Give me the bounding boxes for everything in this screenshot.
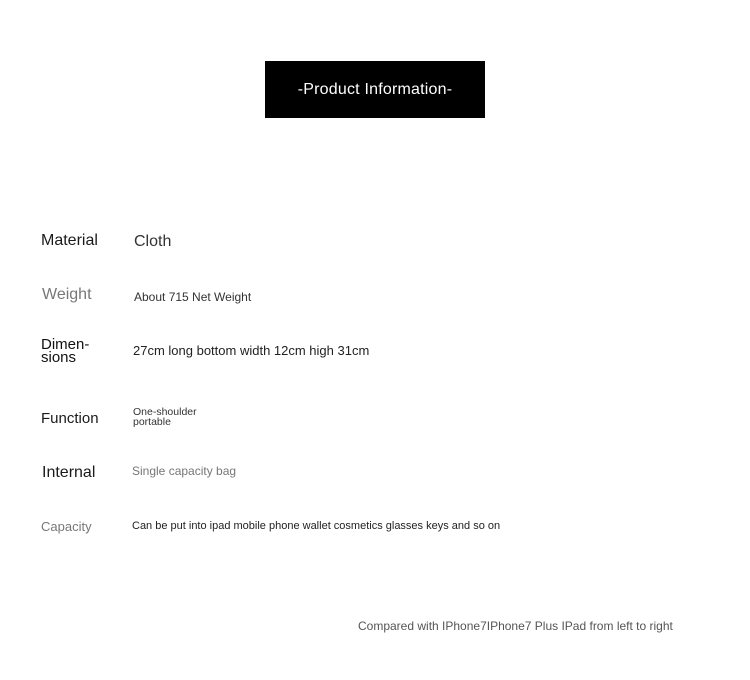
section-title: -Product Information-	[297, 80, 453, 98]
spec-label-material: Material	[41, 232, 98, 249]
spec-label-function: Function	[41, 410, 99, 427]
spec-label-capacity: Capacity	[41, 519, 92, 534]
spec-value-material: Cloth	[134, 233, 172, 250]
spec-value-weight: About 715 Net Weight	[134, 290, 252, 304]
spec-value-function-line2: portable	[133, 416, 171, 428]
spec-value-function	[133, 407, 223, 427]
spec-value-dimensions: 27cm long bottom width 12cm high 31cm	[133, 343, 370, 358]
spec-value-function-line1: One-shoulder	[133, 406, 197, 418]
comparison-note: Compared with IPhone7IPhone7 Plus IPad from left to right	[358, 619, 673, 633]
spec-value-internal: Single capacity bag	[132, 464, 237, 478]
section-title-box	[265, 61, 485, 118]
spec-label-internal: Internal	[42, 464, 96, 481]
spec-label-weight: Weight	[42, 286, 92, 303]
spec-label-dimensions-line1: Dimen-	[41, 336, 90, 353]
spec-label-dimensions	[41, 338, 111, 364]
spec-value-capacity: Can be put into ipad mobile phone wallet cosmetics glasses keys and so on	[132, 520, 501, 532]
spec-label-dimensions-line2: sions	[41, 349, 77, 366]
